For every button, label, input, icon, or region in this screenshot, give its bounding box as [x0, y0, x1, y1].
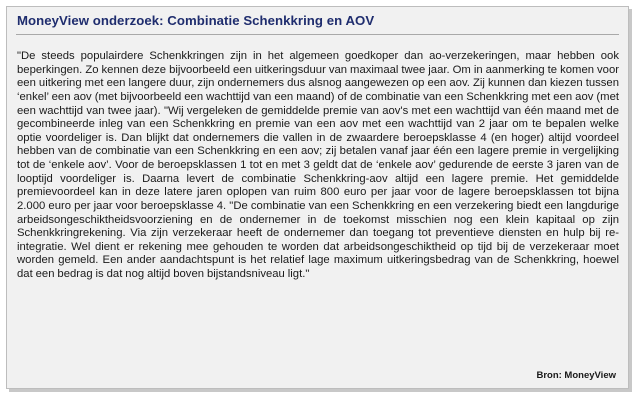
- article-body: "De steeds populairdere Schenkkringen zijn in het algemeen goedkoper dan ao-verzekeringen, maar hebben ook beperkingen. Zo kennen deze bijvoorbeeld een uitkeringsduur van maximaal twee jaar. Om in aanmerking te komen voor een uitkering met een langere duur, zijn ondernemers dus alsnog aangewezen op een aov. Zij kunnen dan kiezen tussen ‘enkel’ een aov (met bijvoorbeeld een wachttijd van een maand) of de combinatie van een Schenkkring met een aov (met een wachttijd van twee jaar). "Wij vergeleken de gemiddelde premie van aov's met een wachttijd van één maand met de gecombineerde inleg van een Schenkkring en premie van een aov met een wachttijd van 2 jaar om te bepalen welke optie voordeliger is. Dan blijkt dat ondernemers die vallen in de zwaardere beroepsklasse 4 (en hoger) altijd voordeel hebben van de combinatie van een Schenkkring en een aov; zij betalen vanaf jaar één een lagere premie in vergelijking tot de ‘enkele aov’. Voor de beroepsklassen 1 tot en met 3 geldt dat de ‘enkele aov’ gedurende de eerste 3 jaren van de looptijd voordeliger is. Daarna levert de combinatie Schenkkring-aov altijd een lagere premie. Het gemiddelde premievoordeel kan in deze latere jaren oplopen van ruim 800 euro per jaar voor de lagere beroepsklassen tot bijna 2.000 euro per jaar voor beroepsklasse 4. "De combinatie van een Schenkkring en een verzekering biedt een langdurige arbeidsongeschiktheidsvoorziening en de ondernemer in de toekomst misschien nog een klein kapitaal op zijn Schenkkringrekening. Via zijn verzekeraar heeft de ondernemer dan toegang tot preventieve diensten en hulp bij re-integratie. Wel dient er rekening mee gehouden te worden dat arbeidsongeschiktheid op tijd bij de verzekeraar moet worden gemeld. Een ander aandachtspunt is het relatief lage maximum uitkeringsbedrag van de Schenkkring, hoewel dat een bedrag is dat nog altijd boven bijstandsniveau ligt.": [17, 50, 619, 280]
- source-credit: Bron: MoneyView: [536, 370, 616, 381]
- title-divider: [16, 34, 619, 35]
- box-title: MoneyView onderzoek: Combinatie Schenkkring en AOV: [17, 13, 375, 28]
- article-box: [6, 6, 629, 389]
